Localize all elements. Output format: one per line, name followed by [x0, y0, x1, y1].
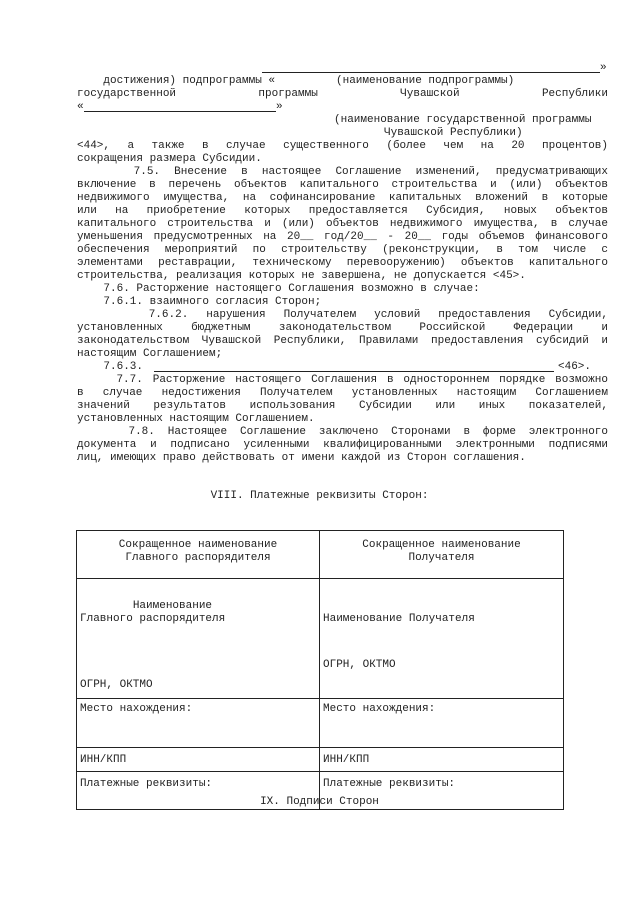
section-heading: IX. Подписи Сторон	[260, 796, 379, 808]
text-line: 7.6.2. нарушения Получателем условий предоставления Субсидии,	[77, 309, 608, 321]
text-fragment: »	[276, 101, 283, 113]
cell-text: Наименование Главного распорядителя	[80, 600, 226, 625]
blank-line	[154, 371, 554, 372]
text-line: или на приобретение которых предоставляется Субсидия, новых объектов	[77, 205, 608, 217]
table-row	[77, 748, 564, 772]
text-fragment: <46>.	[558, 361, 592, 373]
text-fragment: »	[600, 62, 607, 74]
text-line: законодательством Чувашской Республики, Правилами предоставления субсидий и	[77, 335, 608, 347]
text-line: 7.8. Настоящее Соглашение заключено Сторонами в форме электронного	[77, 426, 608, 438]
table-row	[77, 699, 564, 748]
text-fragment: 7.6.3.	[77, 361, 144, 373]
text-line: уменьшения предусмотренных на 20__ год/20__ - 20__ годы объемов финансового	[77, 231, 608, 243]
text-line: 7.6. Расторжение настоящего Соглашения возможно в случае:	[77, 283, 480, 295]
text-line: строительства, реализация которых не завершена, не допускается <45>.	[77, 270, 526, 282]
text-line: документа и подписано усиленными квалифицированными электронными подписями	[77, 439, 608, 451]
table-row	[77, 531, 564, 579]
text-line: значений результатов использования Субсидии или иных показателей,	[77, 400, 608, 412]
table-row	[77, 579, 564, 699]
table-header-cell: Сокращенное наименование Получателя	[320, 531, 564, 579]
table-cell	[320, 579, 564, 699]
cell-text: ОГРН, ОКТМО	[80, 679, 153, 691]
requisites-table	[76, 530, 564, 810]
text-line: 7.6.1. взаимного согласия Сторон;	[77, 296, 322, 308]
table-cell	[77, 579, 320, 699]
caption-line: (наименование подпрограммы)	[336, 75, 515, 87]
text-line: обеспечения мероприятий по строительству (реконструкции, в том числе с	[77, 244, 608, 256]
text-line: недвижимого имущества, на софинансирование капитальных вложений в которые	[77, 192, 608, 204]
text-fragment: программы	[258, 88, 318, 100]
table-cell: Место нахождения:	[77, 699, 320, 748]
text-fragment: Республики	[541, 88, 608, 100]
text-line: включение в перечень объектов капитального строительства и (или) объектов	[77, 179, 608, 191]
text-line: установленных настоящим Соглашением.	[77, 413, 315, 425]
table-cell: Платежные реквизиты:	[77, 772, 320, 810]
text-line: в случае недостижения Получателем установленных настоящим Соглашением	[77, 387, 608, 399]
cell-text: Наименование Получателя	[323, 613, 475, 625]
table-cell: Место нахождения:	[320, 699, 564, 748]
caption-line: (наименование государственной программы	[334, 114, 592, 126]
table-header-cell: Сокращенное наименование Главного распорядителя	[77, 531, 320, 579]
text-line: капитального строительства и (или) объектов недвижимого имущества, в случае	[77, 218, 608, 230]
text-line: элементами реставрации, техническому перевооружению) объектов капитального	[77, 257, 608, 269]
text-fragment: государственной	[77, 88, 177, 100]
caption-line: Чувашской Республики)	[384, 127, 523, 139]
section-heading: VIII. Платежные реквизиты Сторон:	[210, 490, 429, 502]
text-line: 7.7. Расторжение настоящего Соглашения в одностороннем порядке возможно	[77, 374, 608, 386]
table-cell: ИНН/КПП	[77, 748, 320, 772]
text-fragment: достижения) подпрограммы «	[103, 75, 276, 87]
text-line: лиц, имеющих право действовать от имени каждой из Сторон соглашения.	[77, 452, 526, 464]
text-line: <44>, а также в случае существенного (более чем на 20 процентов)	[77, 140, 608, 152]
blank-line	[84, 111, 276, 112]
table-cell: Платежные реквизиты:	[320, 772, 564, 810]
cell-text: ОГРН, ОКТМО	[323, 659, 396, 671]
text-line	[77, 88, 608, 101]
text-line: 7.5. Внесение в настоящее Соглашение изменений, предусматривающих	[77, 166, 608, 178]
table-cell: ИНН/КПП	[320, 748, 564, 772]
text-line: установленных бюджетным законодательством Российской Федерации и	[77, 322, 608, 334]
text-line: сокращения размера Субсидии.	[77, 153, 262, 165]
text-line: настоящим Соглашением;	[77, 348, 223, 360]
text-fragment: Чувашской	[400, 88, 460, 100]
text-fragment: «	[77, 101, 84, 113]
blank-line	[262, 72, 600, 73]
